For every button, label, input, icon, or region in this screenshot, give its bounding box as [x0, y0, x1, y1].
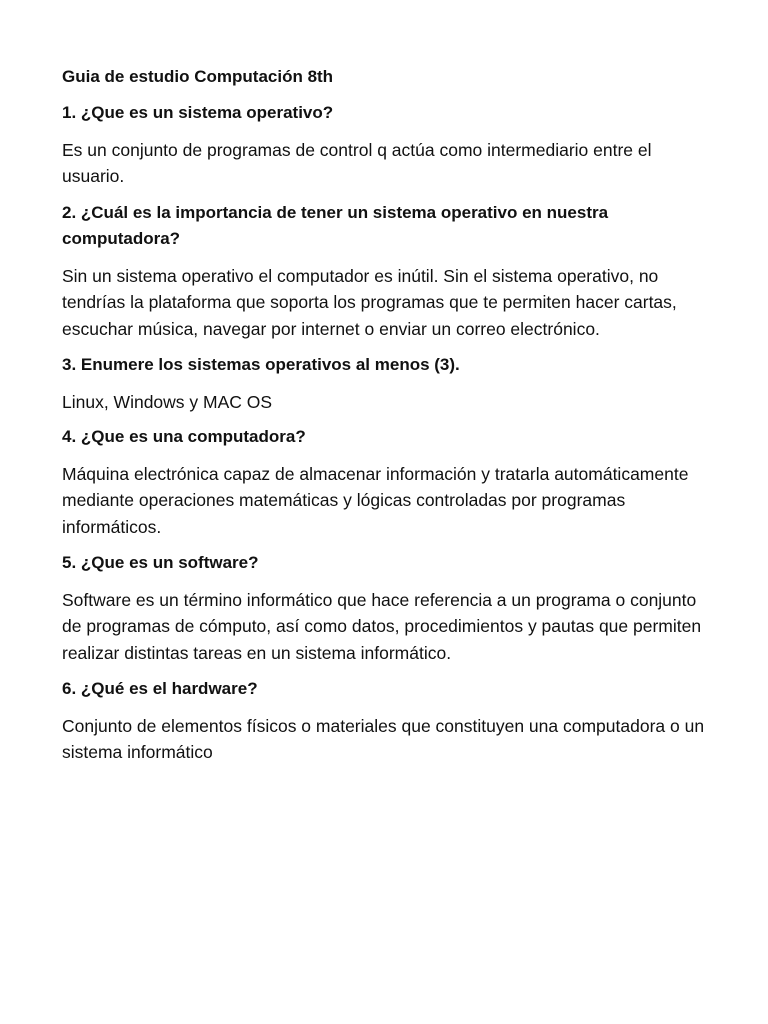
document-title: Guia de estudio Computación 8th	[62, 67, 334, 86]
answer-5: Software es un término informático que hace referencia a un programa o conjunto de programas de cómputo, así como datos, procedimientos y pautas que permiten realizar distintas tareas en un sistema informático.	[62, 589, 702, 663]
question-4: 4. ¿Que es una computadora?	[62, 427, 306, 446]
question-6: 6. ¿Qué es el hardware?	[62, 679, 258, 698]
answer-4: Máquina electrónica capaz de almacenar información y tratarla automáticamente mediante operaciones matemáticas y lógicas controladas por programas informáticos.	[62, 463, 689, 537]
answer-6: Conjunto de elementos físicos o materiales que constituyen una computadora o un sistema informático	[62, 715, 705, 762]
question-2: 2. ¿Cuál es la importancia de tener un sistema operativo en nuestra computadora?	[62, 202, 609, 248]
answer-3: Linux, Windows y MAC OS	[62, 391, 273, 412]
answer-1: Es un conjunto de programas de control q actúa como intermediario entre el usuario.	[62, 139, 652, 186]
question-5: 5. ¿Que es un software?	[62, 553, 259, 572]
answer-2: Sin un sistema operativo el computador es inútil. Sin el sistema operativo, no tendrías la plataforma que soporta los programas que te permiten hacer cartas, escuchar música, navegar por internet o enviar un correo electrónico.	[62, 265, 677, 339]
question-1: 1. ¿Que es un sistema operativo?	[62, 103, 334, 122]
question-3: 3. Enumere los sistemas operativos al menos (3).	[62, 355, 460, 374]
